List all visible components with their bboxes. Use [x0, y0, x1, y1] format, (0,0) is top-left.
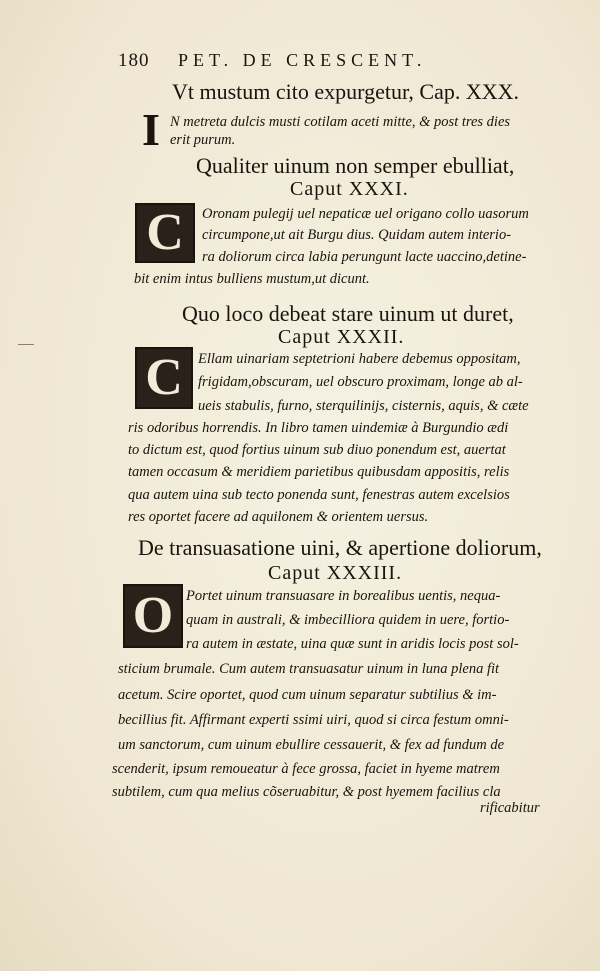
text-line: res oportet facere ad aquilonem & orientem uersus. — [128, 509, 429, 525]
woodcut-initial — [135, 203, 195, 263]
initial-letter: I — [142, 104, 160, 155]
text-line: Portet uinum transuasare in borealibus uentis, nequa- — [186, 588, 501, 604]
woodcut-initial — [123, 584, 183, 648]
text-line: subtilem, cum qua melius cõseruabitur, & post hyemem facilius cla — [112, 784, 501, 800]
text-line: qua autem uina sub tecto ponenda sunt, fenestras autem excelsios — [128, 487, 510, 503]
text-line: ris odoribus horrendis. In libro tamen uindemiæ à Burgundio ædi — [128, 420, 509, 436]
text-line: N metreta dulcis musti cotilam aceti mitte, & post tres dies — [170, 114, 511, 130]
text-line: tamen occasum & meridiem parietibus quibusdam appositis, relis — [128, 464, 510, 480]
text-line: becillius fit. Affirmant experti ssimi uiri, quod si circa festum omni- — [118, 712, 509, 728]
text-line: um sanctorum, cum uinum ebullire cessauerit, & fex ad fundum de — [118, 737, 505, 753]
text-line: erit purum. — [170, 132, 236, 148]
initial-letter: O — [132, 587, 174, 644]
running-title: PET. DE CRESCENT. — [178, 50, 427, 70]
chapter-number: Caput XXXI. — [290, 178, 409, 200]
chapter-number: Caput XXXII. — [278, 326, 405, 348]
text-line: circumpone,ut ait Burgu dius. Quidam autem interio- — [202, 227, 512, 243]
drop-initial — [138, 106, 164, 154]
text-line: Ellam uinariam septetrioni habere debemus oppositam, — [198, 351, 521, 367]
text-line: frigidam,obscuram, uel obscuro proximam, longe ab al- — [198, 374, 523, 390]
text-line: sticium brumale. Cum autem transuasatur uinum in luna plena fit — [118, 661, 500, 677]
text-line: ueis stabulis, furno, sterquilinijs, cisternis, aquis, & cæte — [198, 398, 529, 414]
chapter-number: Caput XXXIII. — [268, 562, 403, 584]
catchword: rificabitur — [480, 800, 540, 816]
text-line: ra autem in æstate, uina quæ sunt in aridis locis post sol- — [186, 636, 519, 652]
margin-mark — [18, 344, 34, 345]
text-line: quam in australi, & imbecilliora quidem in uere, fortio- — [186, 612, 510, 628]
initial-letter: C — [146, 204, 184, 261]
initial-letter: C — [145, 349, 183, 406]
woodcut-initial — [135, 347, 193, 409]
text-line: bit enim intus bulliens mustum,ut dicunt. — [134, 271, 370, 287]
text-line: to dictum est, quod fortius uinum sub diuo ponendum est, auertat — [128, 442, 506, 458]
chapter-heading: Quo loco debeat stare uinum ut duret, — [182, 301, 514, 326]
page-number: 180 — [118, 50, 150, 71]
running-head — [118, 50, 558, 72]
chapter-heading: Qualiter uinum non semper ebulliat, — [196, 153, 515, 178]
chapter-heading: Vt mustum cito expurgetur, Cap. XXX. — [172, 79, 520, 104]
chapter-heading: De transuasatione uini, & apertione doliorum, — [138, 535, 542, 560]
text-line: acetum. Scire oportet, quod cum uinum separatur subtilius & im- — [118, 687, 497, 703]
text-line: scenderit, ipsum remoueatur à fece grossa, faciet in hyeme matrem — [112, 761, 500, 777]
text-line: ra doliorum circa labia perungunt lacte uaccino,detine- — [202, 249, 527, 265]
text-line: Oronam pulegij uel nepaticæ uel origano collo uasorum — [202, 206, 529, 222]
